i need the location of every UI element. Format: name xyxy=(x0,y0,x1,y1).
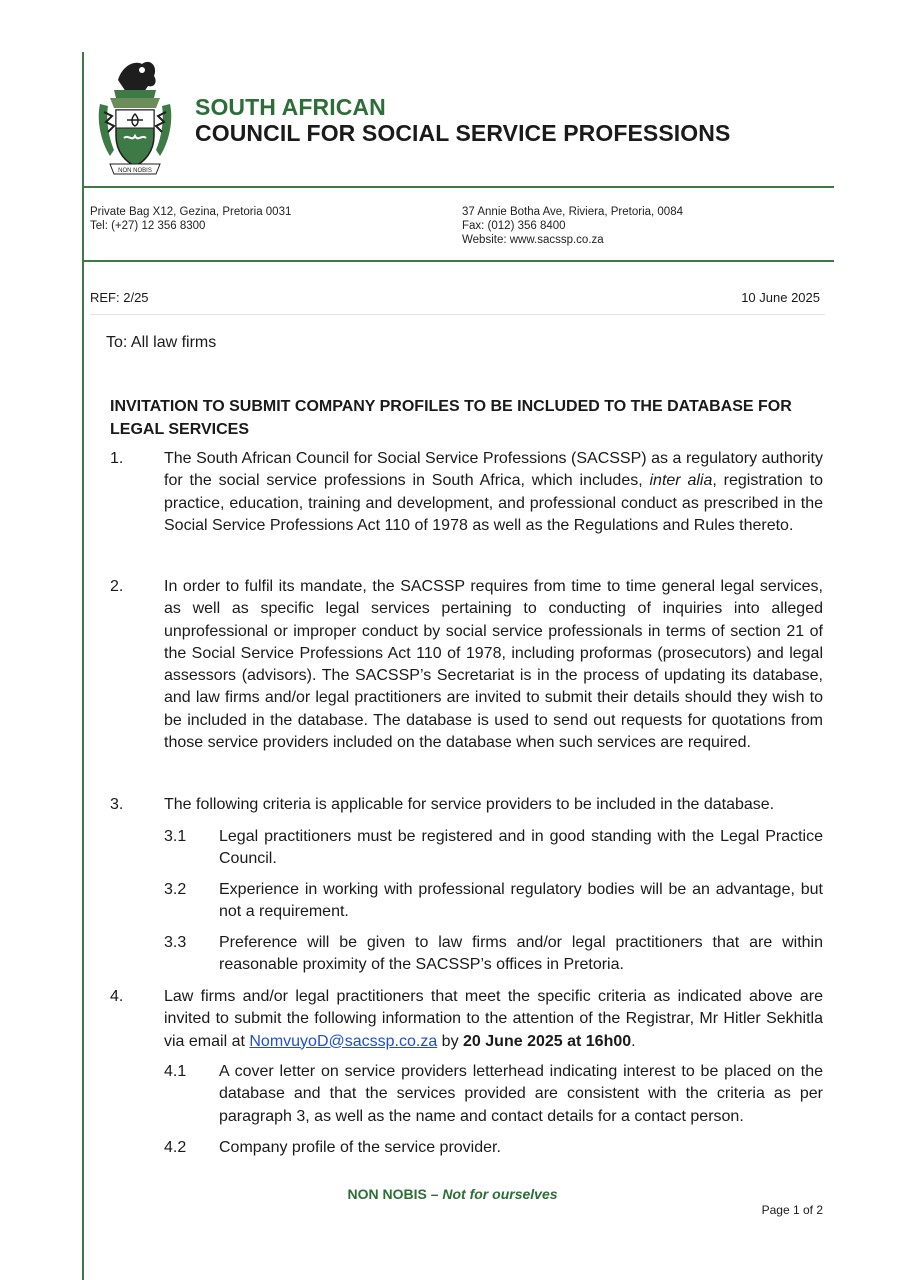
item-3-1-number: 3.1 xyxy=(164,828,187,845)
para-2-text: In order to fulfil its mandate, the SACSSP requires from time to time general legal services, as well as specific legal services pertaining to conducting of inquiries into alleged unprofessional or improper conduct by social service professionals in terms of section 21 of the Social Service Professions Act 110 of 1978, including proformas (prosecutors) and legal assessors (advisors). The SACSSP’s Secretariat is in the process of updating its database, and law firms and/or legal practitioners are invited to submit their details should they wish to be included in the database. The database is used to send out requests for quotations from those service providers included on the database when such services are required. xyxy=(164,578,823,752)
para-4-number: 4. xyxy=(110,988,124,1005)
street-address: 37 Annie Botha Ave, Riviera, Pretoria, 0084 xyxy=(462,206,683,218)
item-3-1-text: Legal practitioners must be registered and in good standing with the Legal Practice Council. xyxy=(219,828,823,868)
para-1-text: The South African Council for Social Service Professions (SACSSP) as a regulatory authority for the social service professions in South Africa, which includes, inter alia, registration to practice, education, training and development, and professional conduct as prescribed in the Social Service Professions Act 110 of 1978 as well as the Regulations and Rules thereto. xyxy=(164,450,823,534)
footer-motto: NON NOBIS – Not for ourselves xyxy=(347,1186,558,1202)
item-4-1-text: A cover letter on service providers letterhead indicating interest to be placed on the database and that the services provided are consistent with the criteria as per paragraph 3, as well as the name and contact details for a contact person. xyxy=(219,1063,823,1125)
contact-left xyxy=(90,205,291,233)
registrar-email-link[interactable]: NomvuyoD@sacssp.co.za xyxy=(249,1032,438,1050)
page-number: Page 1 of 2 xyxy=(761,1203,823,1217)
item-4-2-number: 4.2 xyxy=(164,1139,187,1156)
para-3-text: The following criteria is applicable for service providers to be included in the database. xyxy=(164,796,775,813)
header-rule xyxy=(82,186,834,188)
postal-address: Private Bag X12, Gezina, Pretoria 0031 xyxy=(90,206,292,218)
recipient-line: To: All law firms xyxy=(106,334,217,351)
letter-title: INVITATION TO SUBMIT COMPANY PROFILES TO BE INCLUDED TO THE DATABASE FOR LEGAL SERVICES xyxy=(110,398,792,438)
para-3-number: 3. xyxy=(110,796,124,813)
org-name-line2: COUNCIL FOR SOCIAL SERVICE PROFESSIONS xyxy=(195,120,731,146)
contact-rule xyxy=(82,260,834,262)
website: Website: www.sacssp.co.za xyxy=(462,234,604,246)
item-4-2-text: Company profile of the service provider. xyxy=(219,1139,501,1156)
item-3-3-text: Preference will be given to law firms and/or legal practitioners that are within reasonable proximity of the SACSSP’s offices in Pretoria. xyxy=(219,934,823,974)
left-margin-rule xyxy=(82,52,84,1280)
para-1-number: 1. xyxy=(110,450,124,467)
coat-of-arms-logo xyxy=(96,52,174,182)
item-4-1-number: 4.1 xyxy=(164,1063,187,1080)
para-2-number: 2. xyxy=(110,578,124,595)
item-3-2-number: 3.2 xyxy=(164,881,187,898)
item-3-2-text: Experience in working with professional regulatory bodies will be an advantage, but not a requirement. xyxy=(219,881,823,921)
ref-divider xyxy=(90,314,825,315)
fax: Fax: (012) 356 8400 xyxy=(462,220,566,232)
org-name-line1: SOUTH AFRICAN xyxy=(195,94,386,120)
contact-right xyxy=(462,205,683,247)
crest-motto-text: NON NOBIS xyxy=(118,168,152,174)
letter-date: 10 June 2025 xyxy=(741,290,820,305)
reference-number: REF: 2/25 xyxy=(90,290,149,305)
item-3-3-number: 3.3 xyxy=(164,934,187,951)
para-4-text: Law firms and/or legal practitioners that meet the specific criteria as indicated above are invited to submit the following information to the attention of the Registrar, Mr Hitler Sekhitla via email at NomvuyoD@sacssp.co.za by 20 June 2025 at 16h00. xyxy=(164,988,823,1050)
submission-deadline: 20 June 2025 at 16h00 xyxy=(463,1032,632,1050)
telephone: Tel: (+27) 12 356 8300 xyxy=(90,220,206,232)
